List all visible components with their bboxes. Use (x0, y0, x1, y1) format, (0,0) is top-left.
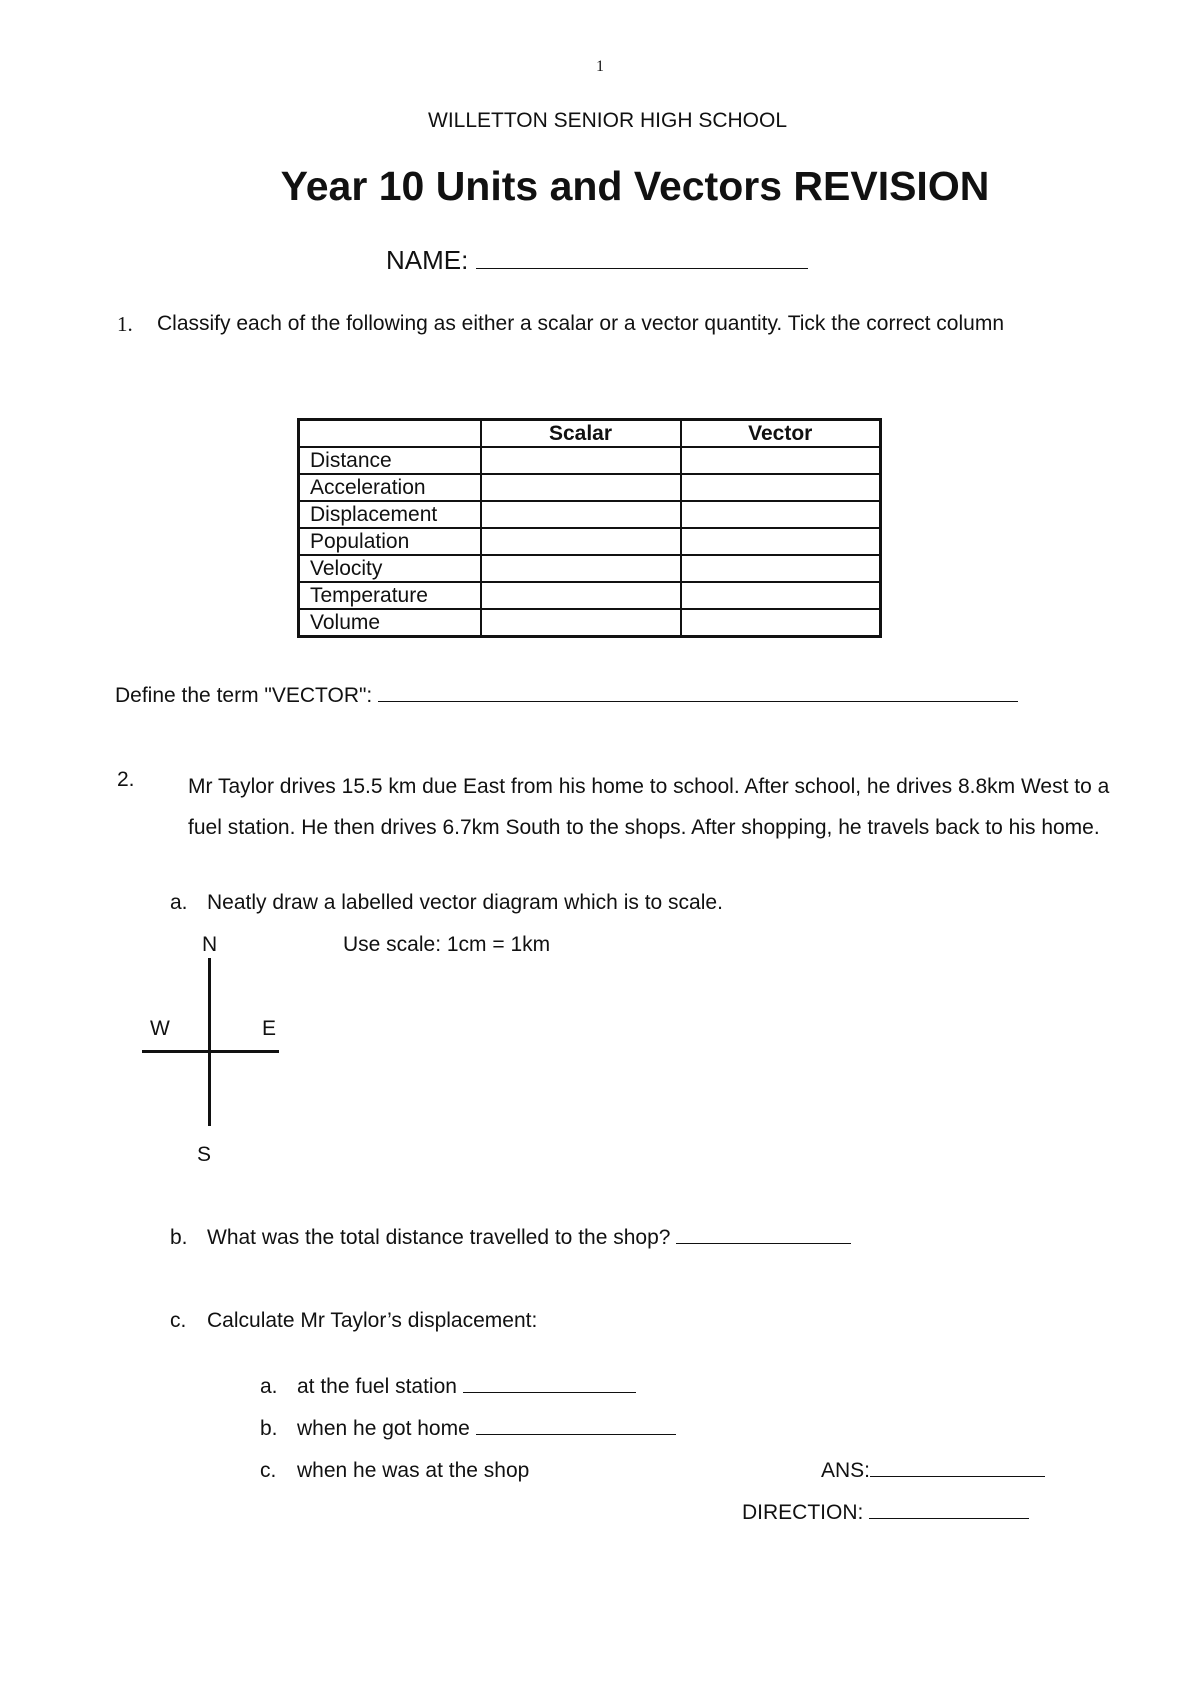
scalar-vector-table (297, 418, 882, 638)
item-b-blank[interactable] (476, 1434, 676, 1435)
define-vector-prompt[interactable] (115, 684, 1018, 708)
direction-field[interactable] (742, 1501, 1029, 1525)
scalar-tick-cell[interactable] (481, 528, 681, 555)
vector-tick-cell[interactable] (681, 582, 881, 609)
name-label: NAME: (386, 245, 469, 275)
quantity-name: Displacement (299, 501, 481, 528)
question-2-text: Mr Taylor drives 15.5 km due East from his home to school. After school, he drives 8.8km West to a fuel station. He then drives 6.7km South to the shops. After shopping, he travels back to his home. (188, 775, 1110, 839)
quantity-name: Temperature (299, 582, 481, 609)
item-label: b. (260, 1417, 278, 1440)
compass-west-label: W (150, 1017, 170, 1040)
question-2a (170, 891, 723, 915)
item-text: when he got home (297, 1417, 470, 1440)
name-blank[interactable] (476, 268, 808, 269)
vector-tick-cell[interactable] (681, 474, 881, 501)
scalar-tick-cell[interactable] (481, 555, 681, 582)
define-vector-blank[interactable] (378, 701, 1018, 702)
scalar-tick-cell[interactable] (481, 447, 681, 474)
table-header-row (299, 420, 881, 448)
compass-south-label: S (197, 1143, 212, 1166)
question-2c-label: c. (170, 1309, 187, 1332)
vector-tick-cell[interactable] (681, 501, 881, 528)
vector-tick-cell[interactable] (681, 555, 881, 582)
table-row (299, 582, 881, 609)
compass-west-east-axis (142, 1050, 279, 1053)
quantity-name: Distance (299, 447, 481, 474)
question-2c-item-a[interactable] (260, 1375, 636, 1399)
question-1-number: 1. (117, 312, 133, 336)
question-2c (170, 1309, 537, 1333)
school-name: WILLETTON SENIOR HIGH SCHOOL (428, 109, 787, 132)
question-2b-blank[interactable] (676, 1243, 851, 1244)
item-label: c. (260, 1459, 277, 1482)
table-row (299, 528, 881, 555)
scalar-tick-cell[interactable] (481, 582, 681, 609)
answer-blank[interactable] (870, 1476, 1045, 1477)
question-2-number: 2. (117, 768, 135, 791)
question-2a-label: a. (170, 891, 188, 914)
question-1-text: Classify each of the following as either a scalar or a vector quantity. Tick the correct column (157, 312, 1004, 335)
quantity-name: Population (299, 528, 481, 555)
scale-note: Use scale: 1cm = 1km (343, 933, 551, 956)
item-a-blank[interactable] (463, 1392, 636, 1393)
table-row (299, 447, 881, 474)
question-2b-label: b. (170, 1226, 188, 1249)
table-header-vector: Vector (681, 420, 881, 448)
scalar-tick-cell[interactable] (481, 501, 681, 528)
compass-north-label: N (202, 933, 218, 956)
page-title: Year 10 Units and Vectors REVISION (280, 163, 990, 209)
quantity-name: Acceleration (299, 474, 481, 501)
quantity-name: Volume (299, 609, 481, 637)
compass-north-south-axis (208, 958, 211, 1126)
table-row (299, 555, 881, 582)
item-text: when he was at the shop (297, 1459, 530, 1482)
answer-field[interactable] (821, 1459, 1045, 1483)
scalar-tick-cell[interactable] (481, 609, 681, 637)
item-label: a. (260, 1375, 278, 1398)
table-row (299, 474, 881, 501)
vector-tick-cell[interactable] (681, 609, 881, 637)
item-text: at the fuel station (297, 1375, 457, 1398)
compass-east-label: E (262, 1017, 277, 1040)
question-2c-text: Calculate Mr Taylor’s displacement: (207, 1309, 538, 1332)
question-2c-item-b[interactable] (260, 1417, 676, 1441)
vector-tick-cell[interactable] (681, 447, 881, 474)
answer-label: ANS: (821, 1459, 871, 1482)
question-2a-text: Neatly draw a labelled vector diagram which is to scale. (207, 891, 723, 914)
direction-blank[interactable] (869, 1518, 1029, 1519)
table-header-blank (299, 420, 481, 448)
table-row (299, 501, 881, 528)
question-2b-text: What was the total distance travelled to the shop? (207, 1226, 671, 1249)
page-number: 1 (596, 58, 604, 75)
question-2b[interactable] (170, 1226, 851, 1250)
scalar-tick-cell[interactable] (481, 474, 681, 501)
direction-label: DIRECTION: (742, 1501, 864, 1524)
quantity-name: Velocity (299, 555, 481, 582)
define-vector-label: Define the term "VECTOR": (115, 684, 373, 707)
table-row (299, 609, 881, 637)
table-header-scalar: Scalar (481, 420, 681, 448)
name-field[interactable] (386, 245, 808, 276)
question-2c-item-c (260, 1459, 529, 1483)
vector-tick-cell[interactable] (681, 528, 881, 555)
